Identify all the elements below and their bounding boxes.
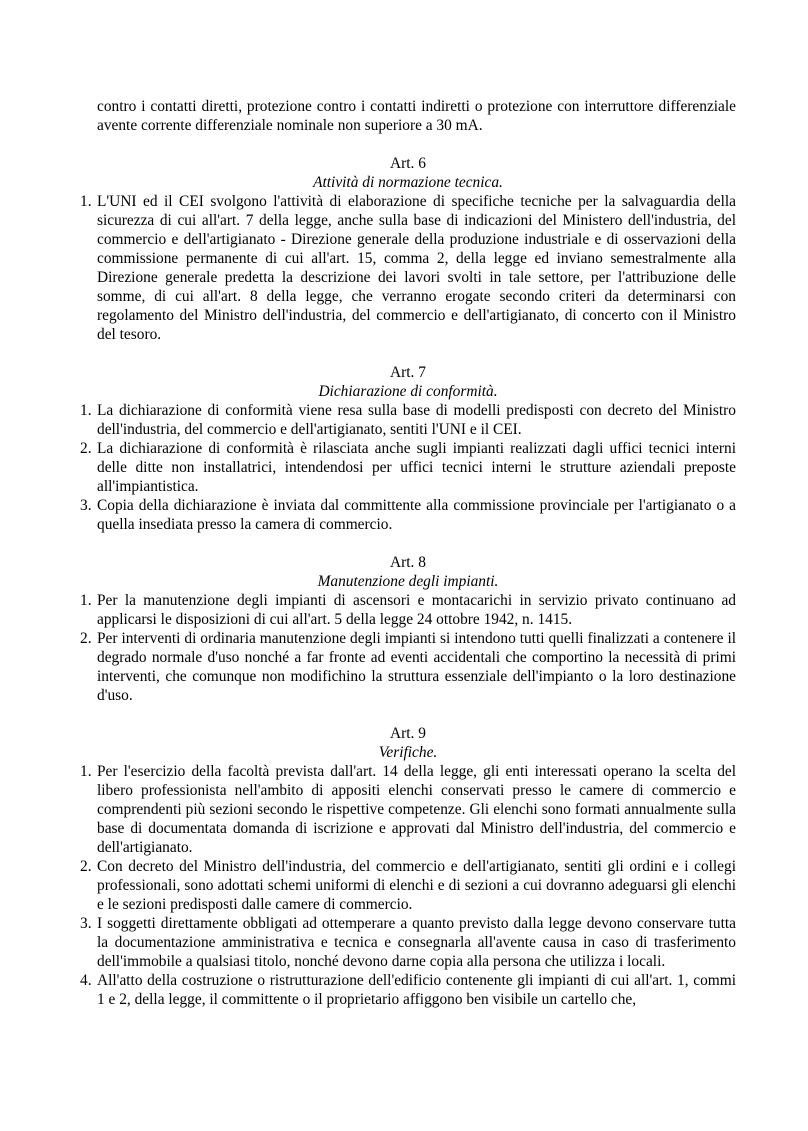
clause: [80, 192, 736, 344]
clause-text: I soggetti direttamente obbligati ad ottemperare a quanto previsto dalla legge devono conservare tutta la documentazione amministrativa e tecnica e consegnarla all'avente causa in caso di trasferimento dell'immobile a qualsiasi titolo, nonché devono darne copia alla persona che utilizza i locali.: [97, 915, 736, 970]
clause-number: 2.: [80, 858, 92, 875]
clause-number: 2.: [80, 630, 92, 647]
clause-text: Per interventi di ordinaria manutenzione degli impianti si intendono tutti quelli finalizzati a contenere il degrado normale d'uso nonché a far fronte ad eventi accidentali che comportino la necessità di primi interventi, che comunque non modifichino la struttura essenziale dell'impianto o la loro destinazione d'uso.: [97, 630, 736, 704]
clause-number: 3.: [80, 497, 92, 514]
clause-text: L'UNI ed il CEI svolgono l'attività di elaborazione di specifiche tecniche per la salvaguardia della sicurezza di cui all'art. 7 della legge, anche sulla base di indicazioni del Ministero dell'industria, del commercio e dell'artigianato - Direzione generale della produzione industriale e di osservazioni della commissione permanente di cui all'art. 15, comma 2, della legge ed inviano semestralmente alla Direzione generale predetta la descrizione dei lavori svolti in tale settore, per l'attribuzione delle somme, di cui all'art. 8 della legge, che verranno erogate secondo criteri da determinarsi con regolamento del Ministro dell'industria, del commercio e dell'artigianato, di concerto con il Ministro del tesoro.: [97, 193, 736, 343]
clause: [80, 439, 736, 496]
clause-number: 1.: [80, 193, 92, 210]
clause-text: Per l'esercizio della facoltà prevista dall'art. 14 della legge, gli enti interessati operano la scelta del libero professionista nell'ambito di appositi elenchi conservati presso le camere di commercio e comprendenti più sezioni secondo le rispettive competenze. Gli elenchi sono formati annualmente sulla base di documentata domanda di iscrizione e approvati dal Ministro dell'industria, del commercio e dell'artigianato.: [97, 763, 736, 856]
article-subtitle: Verifiche.: [378, 744, 438, 761]
article-8: [80, 553, 736, 705]
article-subtitle: Manutenzione degli impianti.: [317, 573, 499, 590]
clause: [80, 914, 736, 971]
clause: [80, 401, 736, 439]
article-title: Art. 8: [390, 554, 426, 571]
article-9: [80, 724, 736, 1009]
clause-list: [80, 401, 736, 534]
clause-text: All'atto della costruzione o ristrutturazione dell'edificio contenente gli impianti di cui all'art. 1, commi 1 e 2, della legge, il committente o il proprietario affiggono ben visibile un cartello che,: [97, 972, 736, 1008]
clause-text: Con decreto del Ministro dell'industria, del commercio e dell'artigianato, sentiti gli ordini e i collegi professionali, sono adottati schemi uniformi di elenchi e di sezioni a cui dovranno adeguarsi gli elenchi e le sezioni predisposti dalle camere di commercio.: [97, 858, 736, 913]
article-7: [80, 363, 736, 534]
clause-list: [80, 762, 736, 1009]
clause: [80, 591, 736, 629]
clause-number: 1.: [80, 592, 92, 609]
article-title: Art. 9: [390, 725, 426, 742]
clause-number: 1.: [80, 763, 92, 780]
clause-list: [80, 192, 736, 344]
clause-text: Copia della dichiarazione è inviata dal committente alla commissione provinciale per l'artigianato o a quella insediata presso la camera di commercio.: [97, 497, 736, 533]
clause-text: La dichiarazione di conformità viene resa sulla base di modelli predisposti con decreto del Ministro dell'industria, del commercio e dell'artigianato, sentiti l'UNI e il CEI.: [97, 402, 736, 438]
intro-paragraph: contro i contatti diretti, protezione contro i contatti indiretti o protezione con interruttore differenziale avente corrente differenziale nominale non superiore a 30 mA.: [97, 98, 736, 134]
clause: [80, 496, 736, 534]
article-title: Art. 6: [390, 155, 426, 172]
clause: [80, 629, 736, 705]
clause-list: [80, 591, 736, 705]
clause-number: 1.: [80, 402, 92, 419]
clause-text: Per la manutenzione degli impianti di ascensori e montacarichi in servizio privato continuano ad applicarsi le disposizioni di cui all'art. 5 della legge 24 ottobre 1942, n. 1415.: [97, 592, 736, 628]
clause-number: 4.: [80, 972, 92, 989]
clause: [80, 857, 736, 914]
article-6: [80, 154, 736, 344]
article-subtitle: Attività di normazione tecnica.: [313, 174, 503, 191]
clause: [80, 762, 736, 857]
clause-number: 3.: [80, 915, 92, 932]
document-page: [80, 97, 736, 1009]
clause: [80, 971, 736, 1009]
article-title: Art. 7: [390, 364, 426, 381]
clause-text: La dichiarazione di conformità è rilasciata anche sugli impianti realizzati dagli uffici tecnici interni delle ditte non installatrici, intendendosi per uffici tecnici interni le strutture aziendali preposte all'impiantistica.: [97, 440, 736, 495]
clause-number: 2.: [80, 440, 92, 457]
article-subtitle: Dichiarazione di conformità.: [318, 383, 498, 400]
